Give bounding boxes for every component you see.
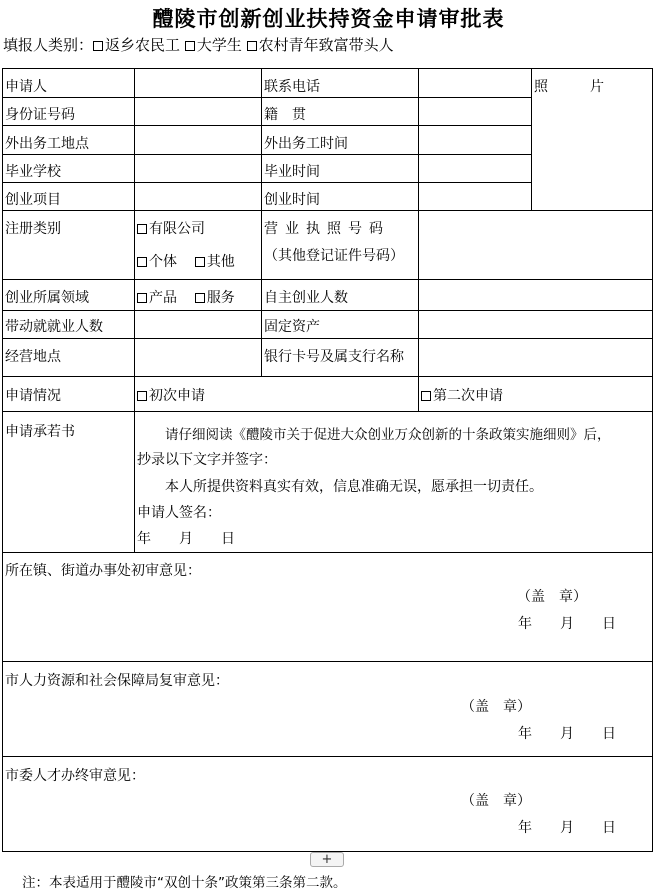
checkbox-icon[interactable] [185,41,195,51]
option-text: 其他 [206,254,235,270]
commitment-line-1: 请仔细阅读《醴陵市关于促进大众创业万众创新的十条政策实施细则》后， [165,427,611,443]
field-options [137,287,235,307]
label-business-address: 经营地点 [5,349,61,365]
applicant-type-line [3,34,394,55]
applicant-type-option: 返乡农民工 [105,36,181,54]
option-first-application [137,385,205,405]
applicant-type-option: 农村青年致富带头人 [258,36,394,54]
option-text: 第二次申请 [433,388,503,404]
option-text: 有限公司 [149,221,205,237]
signature-label: 申请人签名： [137,505,221,521]
label-phone: 联系电话 [264,79,320,95]
label-jobs-created: 带动就就业人数 [5,319,103,335]
checkbox-icon[interactable] [137,293,147,303]
option-text: 个体 [149,254,177,270]
commitment-line-2: 抄录以下文字并签字： [137,452,277,468]
label-application-status: 申请情况 [5,388,61,404]
footnote: 注：本表适用于醴陵市“双创十条”政策第三条第二款。 [22,875,347,891]
commitment-line-3: 本人所提供资料真实有效，信息准确无误，愿承担一切责任。 [165,479,543,495]
checkbox-icon[interactable] [137,391,147,401]
label-id-number: 身份证号码 [5,107,75,123]
checkbox-icon[interactable] [93,41,103,51]
review-label-town: 所在镇、街道办事处初审意见： [5,563,201,579]
photo-placeholder: 照 片 [534,79,604,95]
label-startup-time: 创业时间 [264,192,320,208]
review-label-hr: 市人力资源和社会保障局复审意见： [5,673,229,689]
option-text: 产品 [149,290,177,306]
label-project: 创业项目 [5,192,61,208]
add-row-button[interactable]: + [310,852,344,867]
option-text: 服务 [206,290,235,306]
review-date-talent: 年 月 日 [518,820,616,836]
applicant-type-option: 大学生 [196,36,242,54]
label-applicant: 申请人 [5,79,47,95]
page-title: 醴陵市创新创业扶持资金申请审批表 [152,7,505,31]
label-commitment: 申请承若书 [5,424,75,440]
option-text: 初次申请 [149,388,205,404]
reg-option-company [137,218,205,238]
checkbox-icon[interactable] [195,293,205,303]
review-label-talent: 市委人才办终审意见： [5,768,145,784]
applicant-type-label: 填报人类别： [3,36,94,54]
signature-date: 年 月 日 [137,531,235,547]
reg-option-individual-other [137,251,235,271]
checkbox-icon[interactable] [137,257,147,267]
review-seal-town: （盖 章） [517,589,587,605]
label-fixed-assets: 固定资产 [264,319,320,335]
checkbox-icon[interactable] [421,391,431,401]
label-license-sub: （其他登记证件号码） [264,248,404,264]
label-bank-card: 银行卡号及属支行名称 [264,349,404,365]
review-date-hr: 年 月 日 [518,726,616,742]
review-seal-talent: （盖 章） [461,793,531,809]
label-work-time: 外出务工时间 [264,136,348,152]
label-registration-type: 注册类别 [5,221,61,237]
checkbox-icon[interactable] [195,257,205,267]
label-work-place: 外出务工地点 [5,136,89,152]
label-graduation-time: 毕业时间 [264,164,320,180]
review-date-town: 年 月 日 [518,616,616,632]
label-self-employed: 自主创业人数 [264,290,348,306]
review-seal-hr: （盖 章） [461,699,531,715]
checkbox-icon[interactable] [247,41,257,51]
label-school: 毕业学校 [5,164,61,180]
checkbox-icon[interactable] [137,224,147,234]
label-license: 营业执照号码 [264,221,390,237]
option-second-application [421,385,503,405]
label-native-place: 籍 贯 [264,107,306,123]
label-field: 创业所属领域 [5,290,89,306]
